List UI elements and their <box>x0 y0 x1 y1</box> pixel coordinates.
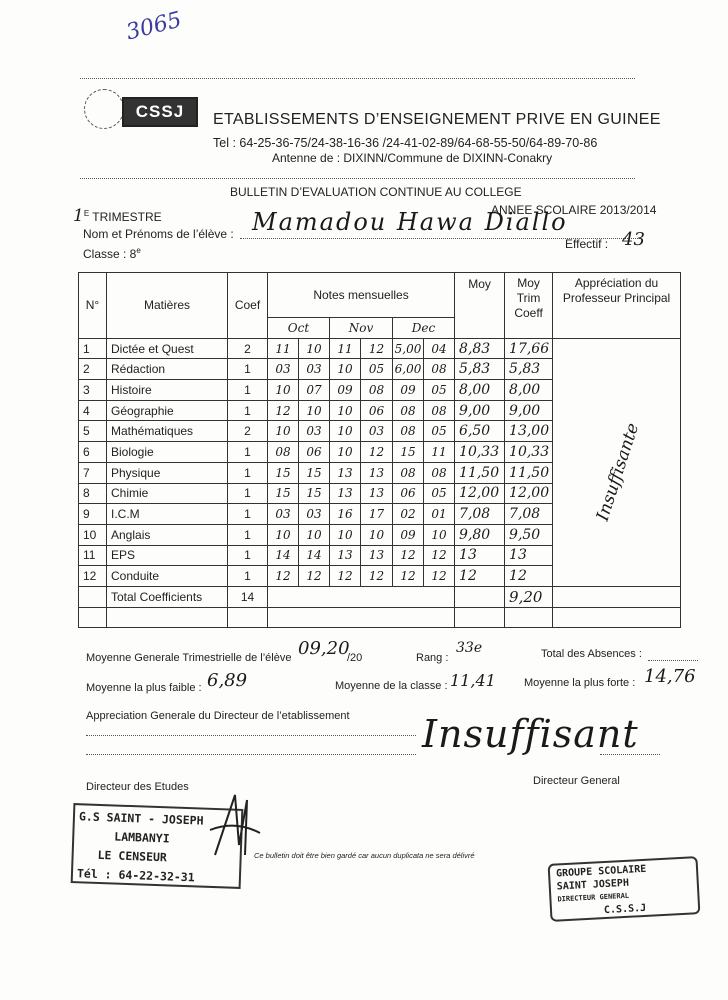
row-subject: Rédaction <box>107 359 228 380</box>
lowest-average-label: Moyenne la plus faible : <box>86 682 202 694</box>
row-note: 08 <box>393 462 424 483</box>
row-note: 03 <box>299 359 330 380</box>
total-appreciation-empty <box>553 586 681 607</box>
notice: Ce bulletin doit être bien gardé car aucun duplicata ne sera délivré <box>254 851 475 860</box>
corner-note: 3065 <box>123 7 185 46</box>
month-oct: Oct <box>268 318 330 339</box>
row-coef: 2 <box>228 338 268 359</box>
stamp-right <box>548 856 701 922</box>
row-moy: 10,33 <box>455 442 505 463</box>
row-note: 10 <box>299 524 330 545</box>
row-note: 13 <box>330 462 361 483</box>
row-coef: 1 <box>228 462 268 483</box>
name-label: Nom et Prénoms de l’élève : <box>83 227 234 241</box>
stamp-right-line-1: GROUPE SCOLAIRE <box>555 863 647 880</box>
row-note: 06 <box>361 400 393 421</box>
row-trim: 9,50 <box>505 524 553 545</box>
row-note: 03 <box>268 504 299 525</box>
row-note: 08 <box>393 400 424 421</box>
stamp-right-line-3: DIRECTEUR GENERAL <box>557 891 630 904</box>
trimester <box>73 206 162 226</box>
row-subject: Géographie <box>107 400 228 421</box>
row-subject: EPS <box>107 545 228 566</box>
row-note: 12 <box>268 566 299 587</box>
row-subject: Dictée et Quest <box>107 338 228 359</box>
total-notes-empty <box>268 586 455 607</box>
logo-text: CSSJ <box>122 97 198 127</box>
row-note: 10 <box>330 400 361 421</box>
class-average-value: 11,41 <box>450 671 496 690</box>
row-note: 12 <box>299 566 330 587</box>
total-label: Total Coefficients <box>107 586 228 607</box>
stamp-left-line-4: Tél : 64-22-32-31 <box>76 866 195 885</box>
row-note: 08 <box>424 462 455 483</box>
header-coef: Coef <box>228 273 268 339</box>
total-moy-empty <box>455 586 505 607</box>
school-name: ETABLISSEMENTS D’ENSEIGNEMENT PRIVE EN GUINEE <box>213 111 661 128</box>
row-note: 03 <box>361 421 393 442</box>
absences-label: Total des Absences : <box>541 648 642 660</box>
professor-appreciation: Insuffisante <box>592 420 644 524</box>
row-note: 10 <box>268 524 299 545</box>
class-label <box>83 246 141 261</box>
blank-cell <box>553 607 681 628</box>
logo-seal-icon <box>84 89 124 129</box>
total-average: 9,20 <box>505 586 553 607</box>
appreciation-dotted-line-2 <box>86 754 416 755</box>
row-coef: 1 <box>228 359 268 380</box>
row-note: 03 <box>299 504 330 525</box>
row-moy: 5,83 <box>455 359 505 380</box>
row-note: 10 <box>299 338 330 359</box>
row-note: 14 <box>268 545 299 566</box>
blank-cell <box>228 607 268 628</box>
trimester-number: 1 <box>73 206 84 226</box>
row-note: 12 <box>361 566 393 587</box>
school-branch: Antenne de : DIXINN/Commune de DIXINN-Conakry <box>272 151 553 165</box>
row-note: 10 <box>299 400 330 421</box>
row-note: 11 <box>268 338 299 359</box>
row-note: 12 <box>424 566 455 587</box>
school-logo <box>82 87 200 133</box>
row-note: 01 <box>424 504 455 525</box>
row-coef: 1 <box>228 566 268 587</box>
top-dotted-line <box>80 78 635 79</box>
row-number: 7 <box>79 462 107 483</box>
row-note: 11 <box>424 442 455 463</box>
blank-cell <box>79 607 107 628</box>
trimester-sup: E <box>83 209 90 218</box>
row-note: 10 <box>361 524 393 545</box>
row-coef: 1 <box>228 545 268 566</box>
row-trim: 13 <box>505 545 553 566</box>
trimester-label: TRIMESTRE <box>92 210 162 224</box>
row-note: 15 <box>299 483 330 504</box>
row-subject: Chimie <box>107 483 228 504</box>
row-trim: 12 <box>505 566 553 587</box>
stamp-right-line-4: C.S.S.J <box>603 902 647 917</box>
row-note: 13 <box>361 545 393 566</box>
row-note: 10 <box>330 524 361 545</box>
row-note: 15 <box>393 442 424 463</box>
row-trim: 5,83 <box>505 359 553 380</box>
stamp-left-line-1: G.S SAINT - JOSEPH <box>78 809 204 828</box>
row-moy: 12 <box>455 566 505 587</box>
row-note: 07 <box>299 380 330 401</box>
school-year: ANNEE SCOLAIRE 2013/2014 <box>491 203 657 217</box>
row-coef: 1 <box>228 504 268 525</box>
row-subject: Physique <box>107 462 228 483</box>
blank-cell <box>455 607 505 628</box>
row-note: 12 <box>330 566 361 587</box>
total-row <box>79 586 681 607</box>
row-note: 10 <box>268 421 299 442</box>
stamp-left-line-2: LAMBANYI <box>114 829 170 846</box>
row-note: 09 <box>330 380 361 401</box>
row-moy: 12,00 <box>455 483 505 504</box>
row-moy: 8,83 <box>455 338 505 359</box>
row-note: 06 <box>393 483 424 504</box>
absences-dotted-line <box>648 660 698 661</box>
row-note: 06 <box>299 442 330 463</box>
header-no: N° <box>79 273 107 339</box>
header-moy-trim: Moy Trim Coeff <box>505 273 553 339</box>
row-number: 4 <box>79 400 107 421</box>
row-note: 08 <box>361 380 393 401</box>
row-note: 15 <box>268 462 299 483</box>
row-note: 12 <box>424 545 455 566</box>
row-note: 10 <box>424 524 455 545</box>
row-trim: 9,00 <box>505 400 553 421</box>
total-empty <box>79 586 107 607</box>
grades-table <box>78 272 681 628</box>
grade-rows <box>79 338 681 586</box>
general-average-value: 09,20 <box>298 638 350 659</box>
row-coef: 2 <box>228 421 268 442</box>
header-moy: Moy <box>455 273 505 339</box>
row-note: 03 <box>299 421 330 442</box>
general-director-label: Directeur General <box>533 775 620 787</box>
row-note: 13 <box>361 483 393 504</box>
row-subject: Biologie <box>107 442 228 463</box>
row-note: 03 <box>268 359 299 380</box>
lowest-average-value: 6,89 <box>207 670 248 691</box>
effectif-label: Effectif : <box>565 237 609 251</box>
row-trim: 10,33 <box>505 442 553 463</box>
row-note: 08 <box>268 442 299 463</box>
row-note: 10 <box>330 359 361 380</box>
row-subject: I.C.M <box>107 504 228 525</box>
general-average-label: Moyenne Generale Trimestrielle de l’élève <box>86 652 292 664</box>
highest-average-label: Moyenne la plus forte : <box>524 677 636 689</box>
row-note: 15 <box>268 483 299 504</box>
row-number: 12 <box>79 566 107 587</box>
blank-cell <box>107 607 228 628</box>
row-number: 8 <box>79 483 107 504</box>
header-notes: Notes mensuelles <box>268 273 455 318</box>
row-subject: Anglais <box>107 524 228 545</box>
row-note: 09 <box>393 380 424 401</box>
month-nov: Nov <box>330 318 393 339</box>
row-coef: 1 <box>228 380 268 401</box>
row-moy: 7,08 <box>455 504 505 525</box>
effectif-value: 43 <box>622 229 645 250</box>
row-moy: 8,00 <box>455 380 505 401</box>
blank-cell <box>505 607 553 628</box>
row-note: 10 <box>268 380 299 401</box>
director-appreciation-label: Appreciation Generale du Directeur de l’etablissement <box>86 710 350 722</box>
highest-average-value: 14,76 <box>644 666 696 687</box>
row-note: 11 <box>330 338 361 359</box>
row-note: 13 <box>361 462 393 483</box>
row-number: 3 <box>79 380 107 401</box>
table-header-row <box>79 273 681 318</box>
appreciation-dotted-line-1 <box>86 735 416 736</box>
header-subject: Matières <box>107 273 228 339</box>
appreciation-dotted-line-3 <box>600 754 660 755</box>
row-trim: 12,00 <box>505 483 553 504</box>
row-number: 10 <box>79 524 107 545</box>
row-note: 12 <box>268 400 299 421</box>
row-note: 15 <box>299 462 330 483</box>
student-name: Mamadou Hawa Diallo <box>252 208 568 236</box>
row-moy: 11,50 <box>455 462 505 483</box>
row-note: 05 <box>424 380 455 401</box>
row-trim: 11,50 <box>505 462 553 483</box>
school-phones: Tel : 64-25-36-75/24-38-16-36 /24-41-02-89/64-68-55-50/64-89-70-86 <box>213 136 598 150</box>
rank-label: Rang : <box>416 652 449 664</box>
general-average-suffix: /20 <box>347 652 363 664</box>
row-note: 12 <box>361 442 393 463</box>
row-trim: 8,00 <box>505 380 553 401</box>
bulletin-title: BULLETIN D’EVALUATION CONTINUE AU COLLEGE <box>230 185 522 199</box>
month-dec: Dec <box>393 318 455 339</box>
row-coef: 1 <box>228 524 268 545</box>
row-note: 08 <box>424 400 455 421</box>
class-text: Classe : 8 <box>83 247 137 261</box>
row-note: 13 <box>330 483 361 504</box>
row-note: 6,00 <box>393 359 424 380</box>
row-note: 10 <box>330 421 361 442</box>
row-moy: 9,80 <box>455 524 505 545</box>
blank-row <box>79 607 681 628</box>
row-note: 04 <box>424 338 455 359</box>
header-appreciation: Appréciation du Professeur Principal <box>553 273 681 339</box>
row-note: 09 <box>393 524 424 545</box>
row-subject: Conduite <box>107 566 228 587</box>
row-trim: 7,08 <box>505 504 553 525</box>
total-coef: 14 <box>228 586 268 607</box>
row-coef: 1 <box>228 483 268 504</box>
row-number: 2 <box>79 359 107 380</box>
stamp-right-line-2: SAINT JOSEPH <box>556 877 630 893</box>
row-note: 05 <box>424 483 455 504</box>
table-row <box>79 338 681 359</box>
row-note: 02 <box>393 504 424 525</box>
blank-cell <box>268 607 455 628</box>
row-number: 9 <box>79 504 107 525</box>
row-note: 13 <box>330 545 361 566</box>
row-number: 11 <box>79 545 107 566</box>
row-coef: 1 <box>228 400 268 421</box>
row-subject: Mathématiques <box>107 421 228 442</box>
studies-director-label: Directeur des Etudes <box>86 781 189 793</box>
row-note: 5,00 <box>393 338 424 359</box>
row-note: 17 <box>361 504 393 525</box>
row-note: 12 <box>393 566 424 587</box>
director-appreciation-value: Insuffisant <box>422 712 639 756</box>
row-note: 16 <box>330 504 361 525</box>
row-coef: 1 <box>228 442 268 463</box>
row-trim: 17,66 <box>505 338 553 359</box>
row-number: 5 <box>79 421 107 442</box>
row-number: 6 <box>79 442 107 463</box>
row-moy: 6,50 <box>455 421 505 442</box>
row-note: 12 <box>393 545 424 566</box>
row-subject: Histoire <box>107 380 228 401</box>
rank-value: 33e <box>456 640 483 656</box>
row-number: 1 <box>79 338 107 359</box>
class-sup: e <box>136 246 141 255</box>
header-dotted-line <box>80 178 635 179</box>
class-average-label: Moyenne de la classe : <box>335 680 448 692</box>
stamp-left-line-3: LE CENSEUR <box>97 847 168 865</box>
row-note: 08 <box>424 359 455 380</box>
row-note: 08 <box>393 421 424 442</box>
row-note: 05 <box>424 421 455 442</box>
row-note: 14 <box>299 545 330 566</box>
row-note: 05 <box>361 359 393 380</box>
row-moy: 13 <box>455 545 505 566</box>
row-moy: 9,00 <box>455 400 505 421</box>
row-trim: 13,00 <box>505 421 553 442</box>
row-note: 12 <box>361 338 393 359</box>
row-note: 10 <box>330 442 361 463</box>
